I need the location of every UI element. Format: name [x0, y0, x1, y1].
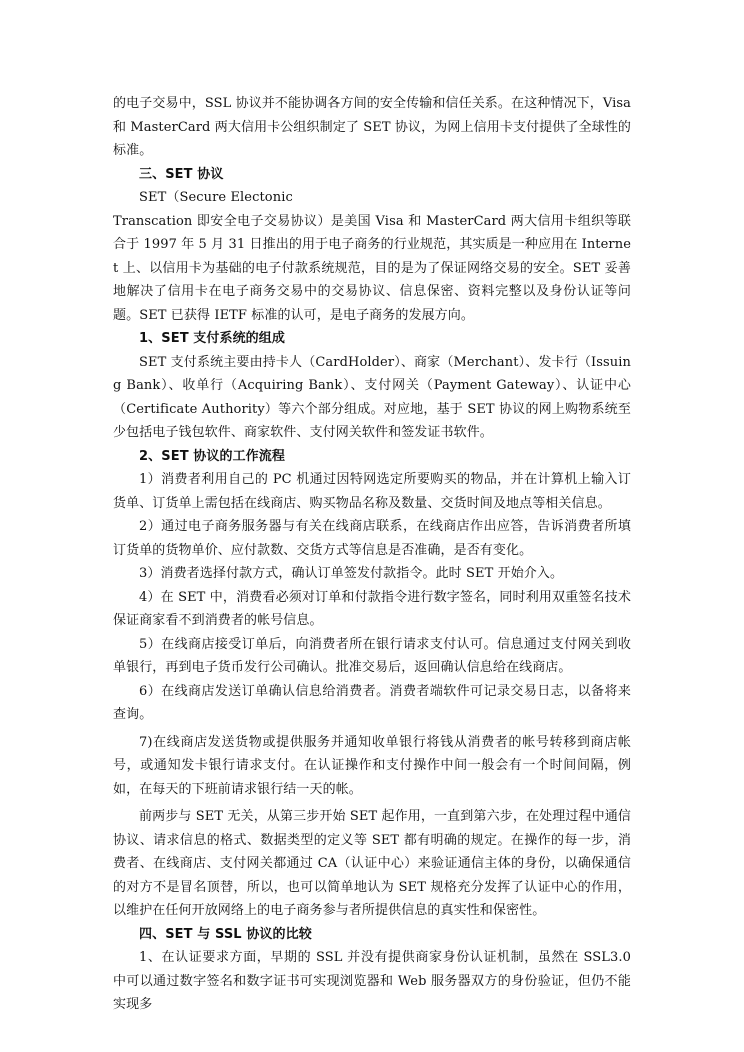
paragraph-comparison-authentication: 1、在认证要求方面，早期的 SSL 并没有提供商家身份认证机制，虽然在 SSL3.0 中可以通过数字签名和数字证书可实现浏览器和 Web 服务器双方的身份验证，但仍不能实现多: [113, 950, 631, 1012]
heading-set-components: 1、SET 支付系统的组成: [139, 331, 285, 346]
heading-set-workflow: 2、SET 协议的工作流程: [139, 448, 285, 464]
document-page: [113, 92, 631, 1017]
paragraph-ssl-intro: 的电子交易中，SSL 协议并不能协调各方间的安全传输和信任关系。在这种情况下，Visa 和 MasterCard 两大信用卡公组织制定了 SET 协议，为网上信用卡支付提供了全球性的标准。: [113, 96, 631, 158]
paragraph-workflow-summary: 前两步与 SET 无关，从第三步开始 SET 起作用，一直到第六步，在处理过程中通信协议、请求信息的格式、数据类型的定义等 SET 都有明确的规定。在操作的每一步，消费者、在线商店、支付网关都通过 CA（认证中心）来验证通信主体的身份，以确保通信的对方不是冒名顶替，所以，也可以简单地认为 SET 规格充分发挥了认证中心的作用，以维护在任何开放网络上的电子商务参与者所提供信息的真实性和保密性。: [113, 809, 631, 918]
workflow-step-2: 2）通过电子商务服务器与有关在线商店联系，在线商店作出应答，告诉消费者所填订货单的货物单价、应付款数、交货方式等信息是否准确，是否有变化。: [113, 519, 631, 558]
paragraph-set-components: SET 支付系统主要由持卡人（CardHolder）、商家（Merchant）、发卡行（Issuing Bank）、收单行（Acquiring Bank）、支付网关（Payment Gateway）、认证中心（Certificate Authority）等六个部分组成。对应地，基于 SET 协议的网上购物系统至少包括电子钱包软件、商家软件、支付网关软件和签发证书软件。: [113, 354, 631, 440]
heading-set-protocol: 三、SET 协议: [139, 166, 224, 182]
workflow-step-6: 6）在线商店发送订单确认信息给消费者。消费者端软件可记录交易日志，以备将来查询。: [113, 683, 631, 722]
paragraph-set-definition: Transcation 即安全电子交易协议）是美国 Visa 和 MasterCard 两大信用卡组织等联合于 1997 年 5 月 31 日推出的用于电子商务的行业规范，其实质是一种应用在 Internet 上、以信用卡为基础的电子付款系统规范，目的是为了保证网络交易的安全。SET 妥善地解决了信用卡在电子商务交易中的交易协议、信息保密、资料完整以及身份认证等问题。SET 已获得 IETF 标准的认可，是电子商务的发展方向。: [113, 213, 631, 323]
workflow-step-4: 4）在 SET 中，消费看必须对订单和付款指令进行数字签名，同时利用双重签名技术保证商家看不到消费者的帐号信息。: [113, 589, 631, 628]
workflow-step-3: 3）消费者选择付款方式，确认订单签发付款指令。此时 SET 开始介入。: [139, 566, 564, 581]
workflow-step-7: 7)在线商店发送货物或提供服务并通知收单银行将钱从消费者的帐号转移到商店帐号，或通知发卡银行请求支付。在认证操作和支付操作中间一般会有一个时间间隔，例如，在每天的下班前请求银行结一天的帐。: [113, 734, 631, 797]
workflow-step-5: 5）在线商店接受订单后，向消费者所在银行请求支付认可。信息通过支付网关到收单银行，再到电子货币发行公司确认。批准交易后，返回确认信息给在线商店。: [113, 636, 631, 675]
paragraph-set-name: SET（Secure Electonic: [139, 190, 293, 205]
workflow-step-1: 1）消费者利用自己的 PC 机通过因特网选定所要购买的物品，并在计算机上输入订货单、订货单上需包括在线商店、购买物品名称及数量、交货时间及地点等相关信息。: [113, 472, 631, 511]
heading-set-ssl-comparison: 四、SET 与 SSL 协议的比较: [139, 926, 312, 942]
